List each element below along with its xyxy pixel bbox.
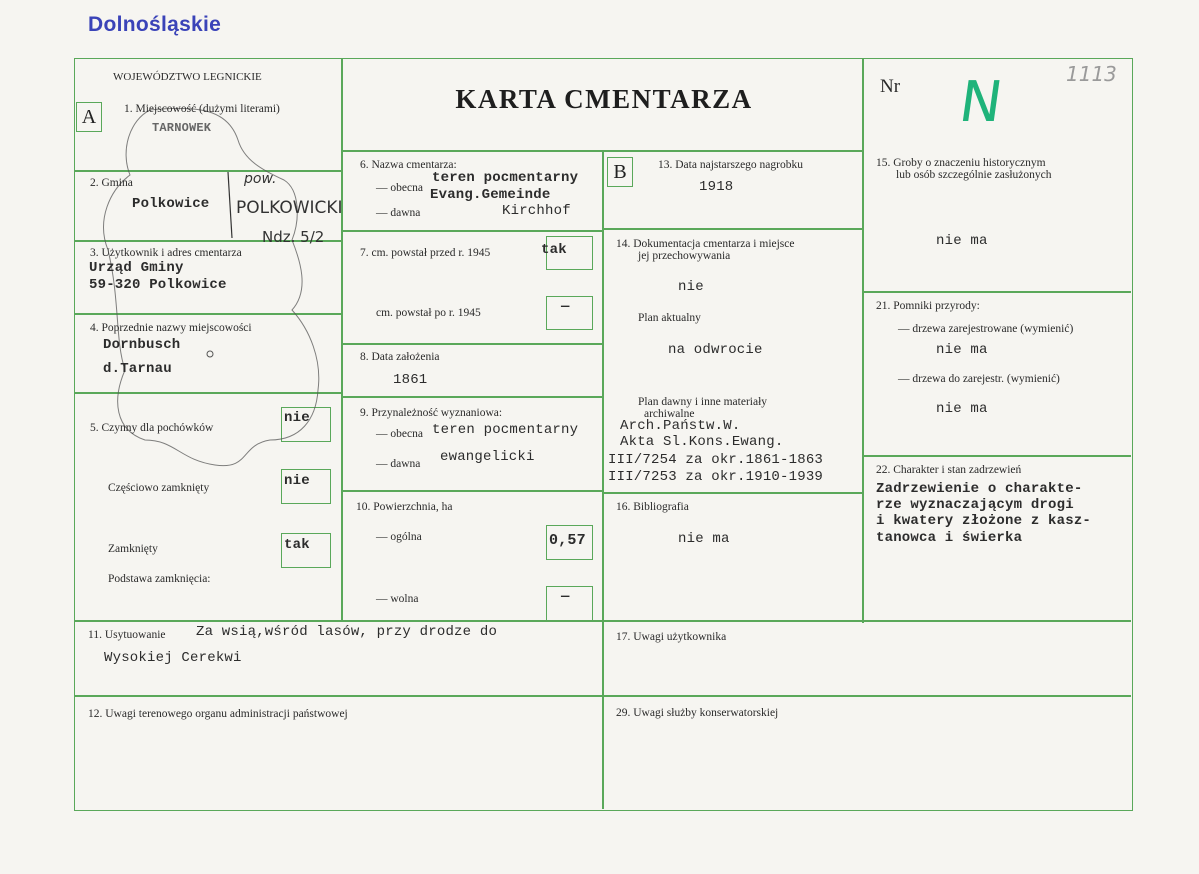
field-7-value: tak: [541, 242, 567, 258]
field-14-old-label-1: Plan dawny i inne materiały: [638, 396, 768, 408]
field-4-label: 4. Poprzednie nazwy miejscowości: [90, 322, 252, 334]
field-6-former-value-1: Evang.Gemeinde: [430, 187, 551, 203]
field-14-plan-value: na odwrocie: [668, 342, 763, 358]
field-4-value-2: d.Tarnau: [103, 361, 172, 377]
field-5-value: nie: [284, 410, 310, 426]
region-stamp: Dolnośląskie: [88, 13, 222, 36]
field-6-current-label: — obecna: [376, 182, 423, 194]
field-29-label: 29. Uwagi służby konserwatorskiej: [616, 707, 779, 719]
field-6-current-value: teren pocmentarny: [432, 170, 579, 186]
field-22-value-4: tanowca i świerka: [876, 530, 1023, 546]
field-5-basis-label: Podstawa zamknięcia:: [108, 573, 211, 585]
field-2-county-handwritten: POLKOWICKI: [236, 198, 343, 218]
field-2-ndz-handwritten: Ndz. 5/2: [262, 228, 325, 246]
card-title: KARTA CMENTARZA: [455, 84, 753, 114]
field-2-label: 2. Gmina: [90, 177, 133, 189]
field-14-archive-2: Akta Sl.Kons.Ewang.: [620, 434, 784, 450]
section-a-letter: A: [76, 102, 102, 132]
nr-label: Nr: [880, 76, 901, 97]
field-9-current-label: — obecna: [376, 428, 423, 440]
field-14-label-1: 14. Dokumentacja cmentarza i miejsce: [616, 238, 795, 250]
field-22-value-3: i kwatery złożone z kasz-: [876, 513, 1092, 529]
field-10-total-label: — ogólna: [376, 531, 422, 543]
field-9-current-value: teren pocmentarny: [432, 422, 579, 438]
field-12-label: 12. Uwagi terenowego organu administracji państwowej: [88, 708, 348, 720]
field-10-total-value: 0,57: [549, 532, 586, 549]
field-17-label: 17. Uwagi użytkownika: [616, 631, 727, 643]
field-21-reg-value: nie ma: [936, 342, 988, 358]
field-15-label-2: lub osób szczególnie zasłużonych: [896, 169, 1052, 181]
field-9-label: 9. Przynależność wyznaniowa:: [360, 407, 503, 419]
field-16-label: 16. Bibliografia: [616, 501, 689, 513]
field-1-label: 1. Miejscowość (dużymi literami): [124, 103, 280, 115]
field-3-value-2: 59-320 Polkowice: [89, 277, 227, 293]
field-6-former-label: — dawna: [376, 207, 421, 219]
field-9-former-label: — dawna: [376, 458, 421, 470]
field-11-label: 11. Usytuowanie: [88, 629, 166, 641]
field-22-label: 22. Charakter i stan zadrzewień: [876, 464, 1022, 476]
field-21-label: 21. Pomniki przyrody:: [876, 300, 980, 312]
field-2-value: Polkowice: [132, 196, 210, 212]
field-5-closed-label: Zamknięty: [108, 543, 158, 555]
field-15-label-1: 15. Groby o znaczeniu historycznym: [876, 157, 1046, 169]
field-21-toreg-value: nie ma: [936, 401, 988, 417]
field-14-old-label-2: archiwalne: [644, 408, 695, 420]
field-3-value-1: Urząd Gminy: [89, 260, 184, 276]
field-13-label: 13. Data najstarszego nagrobku: [658, 159, 803, 171]
field-22-value-2: rze wyznaczającym drogi: [876, 497, 1074, 513]
nr-pencil-number: 1113: [1066, 62, 1117, 86]
field-13-value: 1918: [699, 179, 734, 195]
field-10-free-value: —: [561, 589, 570, 605]
field-14-value: nie: [678, 279, 704, 295]
field-7-label: 7. cm. powstał przed r. 1945: [360, 247, 491, 259]
field-10-label: 10. Powierzchnia, ha: [356, 501, 453, 513]
field-4-value-1: Dornbusch: [103, 337, 181, 353]
field-8-label: 8. Data założenia: [360, 351, 440, 363]
field-21-toreg-label: — drzewa do zarejestr. (wymienić): [898, 373, 1060, 385]
field-14-plan-label: Plan aktualny: [638, 312, 701, 324]
field-22-value-1: Zadrzewienie o charakte-: [876, 481, 1083, 497]
field-8-value: 1861: [393, 372, 428, 388]
field-16-value: nie ma: [678, 531, 730, 547]
field-7-after-value: —: [561, 299, 570, 315]
field-9-former-value: ewangelicki: [440, 449, 535, 465]
field-11-value-2: Wysokiej Cerekwi: [104, 650, 242, 666]
field-5-label: 5. Czynny dla pochówków: [90, 422, 214, 434]
section-b-letter: B: [607, 157, 633, 187]
field-14-archive-3: III/7254 za okr.1861-1863: [608, 452, 824, 468]
field-6-label: 6. Nazwa cmentarza:: [360, 159, 457, 171]
field-10-free-label: — wolna: [376, 593, 419, 605]
nr-marker-letter: N: [955, 70, 1007, 135]
field-6-former-value-2: Kirchhof: [502, 203, 571, 219]
field-14-archive-4: III/7253 za okr.1910-1939: [608, 469, 824, 485]
field-15-value: nie ma: [936, 233, 988, 249]
field-14-label-2: jej przechowywania: [638, 250, 731, 262]
field-21-reg-label: — drzewa zarejestrowane (wymienić): [898, 323, 1074, 335]
field-14-archive-1: Arch.Państw.W.: [620, 418, 741, 434]
field-3-label: 3. Użytkownik i adres cmentarza: [90, 247, 242, 259]
field-5-closed-value: tak: [284, 537, 310, 553]
field-2-pow-handwritten: pow.: [244, 171, 277, 187]
field-5-partial-label: Częściowo zamknięty: [108, 482, 210, 494]
field-5-partial-value: nie: [284, 473, 310, 489]
field-1-value: TARNOWEK: [152, 121, 212, 135]
field-7-after-label: cm. powstał po r. 1945: [376, 307, 481, 319]
wojewodztwo-label: WOJEWÓDZTWO LEGNICKIE: [113, 71, 262, 83]
field-11-value-1: Za wsią,wśród lasów, przy drodze do: [196, 624, 498, 640]
